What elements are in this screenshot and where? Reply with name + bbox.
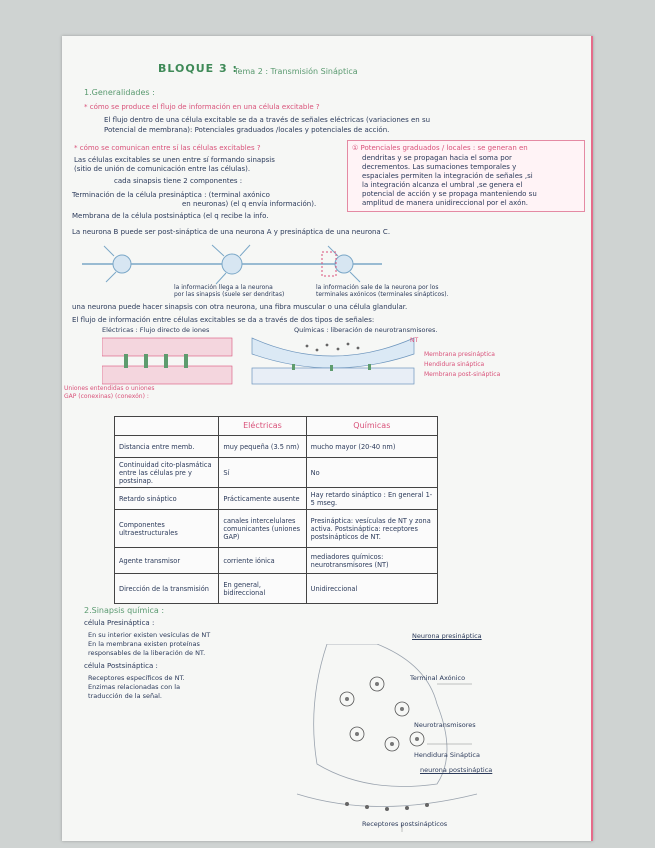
table-cell: Dirección de la transmisión [115, 574, 219, 604]
gap-junction-note-2: GAP (conexinas) (conexón) : [64, 393, 149, 400]
note-line-2: dendritas y se propagan hacia el soma por [362, 154, 512, 162]
table-header-empty [115, 417, 219, 436]
neuron-caption-right-2: terminales axónicos (terminales sinápticos). [316, 291, 449, 298]
note-line-4: espaciales permiten la integración de señales ,si [362, 172, 533, 180]
table-row [115, 488, 438, 510]
table-cell: Agente transmisor [115, 548, 219, 574]
notebook-page [62, 36, 593, 841]
table-cell: No [306, 458, 437, 488]
pre-cell-line-3: responsables de la liberación de NT. [88, 649, 206, 657]
label-nt: NT [410, 337, 419, 344]
table-row [115, 548, 438, 574]
label-neurotransmisores: Neurotransmisores [414, 721, 476, 729]
note-line-6: potencial de acción y se propaga manteniendo su [362, 190, 537, 198]
neuron-caption-right-1: la información sale de la neurona por los [316, 284, 439, 291]
page-margin-line [591, 36, 593, 841]
flow-line-2: El flujo de información entre células excitables se da a través de dos tipos de señales: [72, 316, 375, 324]
neuron-caption-left-1: la información llega a la neurona [174, 284, 273, 291]
note-box-potentials [347, 140, 585, 212]
table-cell: Componentes ultraestructurales [115, 510, 219, 548]
label-neurona-presinaptica: Neurona presináptica [412, 632, 482, 640]
gap-junction-note-1: Uniones entendidas o uniones [64, 385, 155, 392]
label-neurona-postsinaptica: neurona postsináptica [420, 766, 493, 774]
table-cell: Continuidad cito-plasmática entre las células pre y postsinap. [115, 458, 219, 488]
table-cell: corriente iónica [219, 548, 306, 574]
pre-cell-title: célula Presináptica : [84, 619, 155, 627]
table-cell: Presináptica: vesículas de NT y zona activa. Postsináptica: receptores postsinápticos de NT. [306, 510, 437, 548]
table-cell: Unidireccional [306, 574, 437, 604]
table-header-quimicas: Químicas [306, 417, 437, 436]
label-hendidura: Hendidura Sináptica [414, 751, 480, 759]
pre-cell-line-2: En la membrana existen proteínas [88, 640, 200, 648]
neuron-chain-diagram [82, 242, 382, 286]
table-row [115, 574, 438, 604]
topic-title: Tema 2 : Transmisión Sináptica [234, 67, 358, 76]
answer-2-line-1: Las células excitables se unen entre sí formando sinapsis [74, 156, 275, 164]
note-line-7: amplitud de manera unidireccional por el axón. [362, 199, 529, 207]
table-cell: Hay retardo sináptico : En general 1-5 mseg. [306, 488, 437, 510]
post-cell-line-1: Receptores específicos de NT. [88, 674, 185, 682]
label-membrana-postsinaptica: Membrana post-sináptica [424, 371, 501, 378]
label-hendidura-sinaptica: Hendidura sináptica [424, 361, 485, 368]
table-cell: muy pequeña (3.5 nm) [219, 436, 306, 458]
flow-line-1: una neurona puede hacer sinapsis con otra neurona, una fibra muscular o una célula glandular. [72, 303, 408, 311]
table-cell: mucho mayor (20-40 nm) [306, 436, 437, 458]
table-row [115, 458, 438, 488]
table-cell: canales intercelulares comunicantes (uniones GAP) [219, 510, 306, 548]
post-cell-title: célula Postsináptica : [84, 662, 158, 670]
section-heading-sinapsis-quimica: 2.Sinapsis química : [84, 606, 165, 615]
label-membrana-presinaptica: Membrana presináptica [424, 351, 495, 358]
table-cell: Sí [219, 458, 306, 488]
synapse-comparison-table [114, 416, 438, 604]
neuron-chain-sentence: La neurona B puede ser post-sináptica de una neurona A y presináptica de una neurona C. [72, 228, 391, 236]
neuron-caption-left-2: por las sinapsis (suele ser dendritas) [174, 291, 285, 298]
terminal-line-1: Terminación de la célula presináptica : (terminal axónico [72, 191, 270, 199]
section-heading-generalidades: 1.Generalidades : [84, 88, 155, 97]
label-terminal-axonico: Terminal Axónico [410, 674, 466, 682]
note-line-3: decrementos. Las sumaciones temporales y [362, 163, 517, 171]
answer-1-line-2: Potencial de membrana): Potenciales graduados /locales y potenciales de acción. [104, 126, 390, 134]
answer-2-line-2: (sitio de unión de comunicación entre las células). [74, 165, 251, 173]
chemical-signal-label: Químicas : liberación de neurotransmisores. [294, 326, 438, 334]
table-cell: mediadores químicos: neurotransmisores (NT) [306, 548, 437, 574]
table-cell: Prácticamente ausente [219, 488, 306, 510]
block-title: BLOQUE 3 : [158, 62, 238, 75]
pre-cell-line-1: En su interior existen vesículas de NT [88, 631, 211, 639]
synapse-comparison-diagram [102, 336, 420, 386]
table-row [115, 510, 438, 548]
table-cell: Distancia entre memb. [115, 436, 219, 458]
question-2: * cómo se comunican entre sí las células excitables ? [74, 144, 261, 152]
question-1: * cómo se produce el flujo de información en una célula excitable ? [84, 103, 320, 111]
table-cell: En general, bidireccional [219, 574, 306, 604]
table-header-electricas: Eléctricas [219, 417, 306, 436]
label-receptores-postsinapticos: Receptores postsinápticos [362, 820, 448, 828]
electric-signal-label: Eléctricas : Flujo directo de iones [102, 326, 210, 334]
terminal-line-2: en neuronas) (el q envía información). [182, 200, 317, 208]
note-line-5: la integración alcanza el umbral ,se genera el [362, 181, 523, 189]
table-cell: Retardo sináptico [115, 488, 219, 510]
membrane-line: Membrana de la célula postsináptica (el q recibe la info. [72, 212, 269, 220]
answer-1-line-1: El flujo dentro de una célula excitable se da a través de señales eléctricas (variaciones en su [104, 116, 431, 124]
answer-2-line-3: cada sinapsis tiene 2 componentes : [114, 177, 243, 185]
post-cell-line-3: traducción de la señal. [88, 692, 162, 700]
table-row [115, 436, 438, 458]
note-line-1: ① Potenciales graduados / locales : se generan en [352, 144, 528, 152]
post-cell-line-2: Enzimas relacionadas con la [88, 683, 181, 691]
